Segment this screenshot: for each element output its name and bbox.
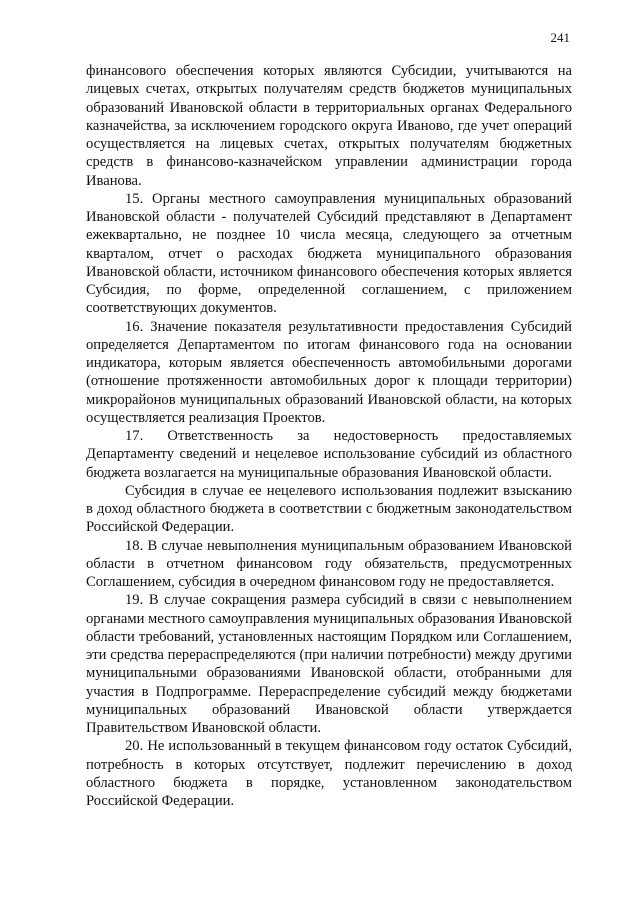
- paragraph-15: 15. Органы местного самоуправления муниципальных образований Ивановской области - получателей Субсидий представляют в Департамент ежеквартально, не позднее 10 числа месяца, следующего за отчетным кварталом, отчет о расходах бюджета муниципального образования Ивановской области, источником финансового обеспечения которых является Субсидия, по форме, определенной соглашением, с приложением соответствующих документов.: [86, 190, 572, 317]
- paragraph-20: 20. Не использованный в текущем финансовом году остаток Субсидий, потребность в которых отсутствует, подлежит перечислению в доход областного бюджета в порядке, установленном законодательством Российской Федерации.: [86, 738, 572, 809]
- paragraph-19: 19. В случае сокращения размера субсидий в связи с невыполнением органами местного самоуправления муниципальных образования Ивановской области требований, установленных настоящим Порядком или Соглашением, эти средства перераспределяются (при наличии потребности) между другими муниципальными образованиями Ивановской области, отобранными для участия в Подпрограмме. Перераспределение субсидий между бюджетами муниципальных образований Ивановской области утверждается Правительством Ивановской области.: [86, 592, 572, 736]
- paragraph-17: 17. Ответственность за недостоверность предоставляемых Департаменту сведений и нецелевое использование субсидий из областного бюджета возлагается на муниципальные образования Ивановской области.: [86, 428, 572, 481]
- document-body: [86, 62, 572, 810]
- paragraph-16: 16. Значение показателя результативности предоставления Субсидий определяется Департаментом по итогам финансового года на основании индикатора, которым является обеспеченность автомобильными дорогами (отношение протяженности автомобильных дорог к площади территории) микрорайонов муниципальных образований Ивановской области, на которых осуществляется реализация Проектов.: [86, 318, 572, 426]
- paragraph-continued: финансового обеспечения которых являются Субсидии, учитываются на лицевых счетах, открытых получателям средств бюджетов муниципальных образований Ивановской области в территориальных органах Федерального казначейства, за исключением городского округа Иваново, где учет операций осуществляется на лицевых счетах, открытых получателям бюджетных средств в финансово-казначейском управлении администрации города Иванова.: [86, 63, 572, 189]
- paragraph-17-subsidy: Субсидия в случае ее нецелевого использования подлежит взысканию в доход областного бюджета в соответствии с бюджетным законодательством Российской Федерации.: [86, 482, 572, 536]
- page-number: 241: [550, 30, 570, 45]
- paragraph-18: 18. В случае невыполнения муниципальным образованием Ивановской области в отчетном финансовом году обязательств, предусмотренных Соглашением, субсидия в очередном финансовом году не предоставляется.: [86, 537, 572, 590]
